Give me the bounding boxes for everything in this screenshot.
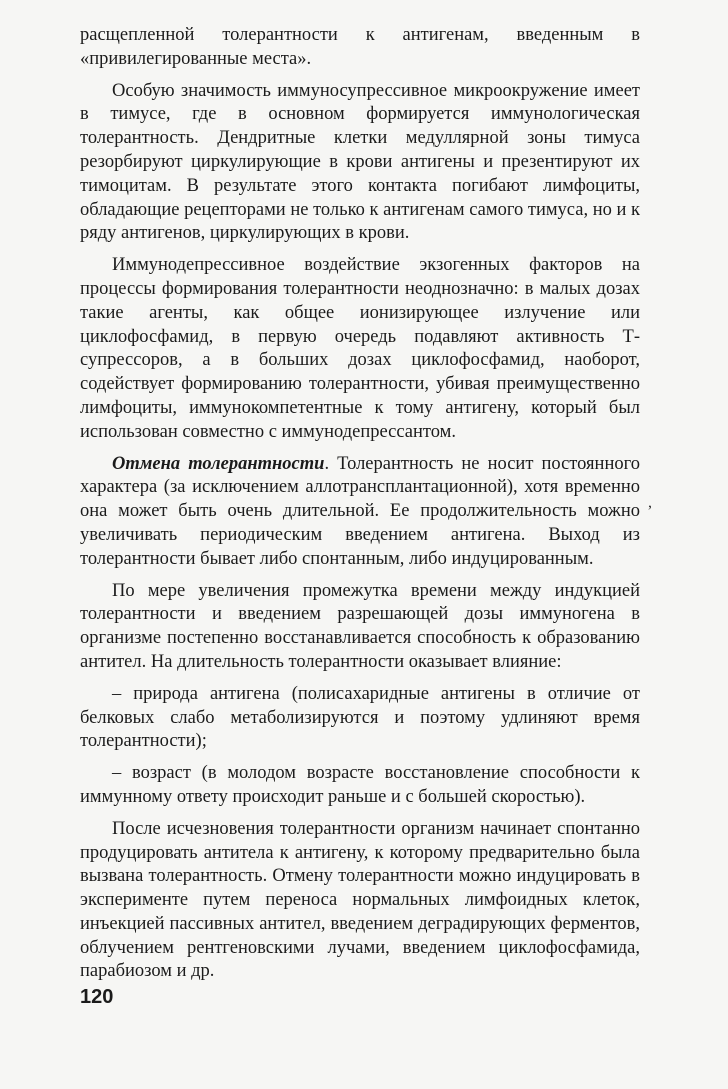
margin-mark: ,: [648, 494, 652, 511]
paragraph-text: По мере увеличения промежутка времени между индукцией толерантности и введением разрешающей дозы иммуногена в организме постепенно восстанавливается способность к образованию антител. На длительность толерантности оказывает влияние:: [80, 580, 640, 672]
list-item-antigen-nature: [80, 683, 640, 754]
paragraph-text: Особую значимость иммуносупрессивное микроокружение имеет в тимусе, где в основном формируется иммунологическая толерантность. Дендритные клетки медуллярной зоны тимуса резорбируют циркулирующие в крови антигены и презентируют их тимоцитам. В результате этого контакта погибают лимфоциты, обладающие рецепторами не только к антигенам самого тимуса, но и к ряду антигенов, циркулирующих в крови.: [80, 80, 640, 244]
list-item-age: [80, 762, 640, 810]
list-item-text: – природа антигена (полисахаридные антигены в отличие от белковых слабо метаболизируются и поэтому удлиняют время толерантности);: [80, 683, 640, 752]
paragraph-text: . Толерантность не носит постоянного характера (за исключением аллотрансплантационной), хотя временно она может быть очень длительной. Ее продолжительность можно увеличивать периодическим введением антигена. Выход из толерантности бывает либо спонтанным, либо индуцированным.: [80, 453, 640, 569]
page-number: 120: [80, 986, 114, 1008]
paragraph-tolerance-cancellation: [80, 453, 640, 572]
paragraph-duration: [80, 580, 640, 675]
page-body: [80, 24, 640, 992]
paragraph-continuation: [80, 24, 640, 72]
paragraph-thymus: [80, 80, 640, 247]
section-term: Отмена толерантности: [112, 453, 325, 474]
list-item-text: – возраст (в молодом возрасте восстановление способности к иммунному ответу происходит раньше и с большей скоростью).: [80, 763, 640, 807]
paragraph-immunodepressive: [80, 254, 640, 444]
paragraph-after-tolerance: [80, 818, 640, 985]
paragraph-text: расщепленной толерантности к антигенам, введенным в «привилегированные места».: [80, 25, 640, 69]
paragraph-text: После исчезновения толерантности организм начинает спонтанно продуцировать антитела к антигену, к которому предварительно была вызвана толерантность. Отмену толерантности можно индуцировать в эксперименте путем переноса нормальных лимфоидных клеток, инъекцией пассивных антител, введением деградирующих ферментов, облучением рентгеновскими лучами, введением циклофосфамида, парабиозом и др.: [80, 818, 640, 982]
paragraph-text: Иммунодепрессивное воздействие экзогенных факторов на процессы формирования толерантности неоднозначно: в малых дозах такие агенты, как общее ионизирующее излучение или циклофосфамид, в первую очередь подавляют активность Т-супрессоров, а в больших дозах циклофосфамид, наоборот, содействует формированию толерантности, убивая преимущественно лимфоциты, иммунокомпетентные к тому антигену, который был использован совместно с иммунодепрессантом.: [80, 255, 640, 442]
